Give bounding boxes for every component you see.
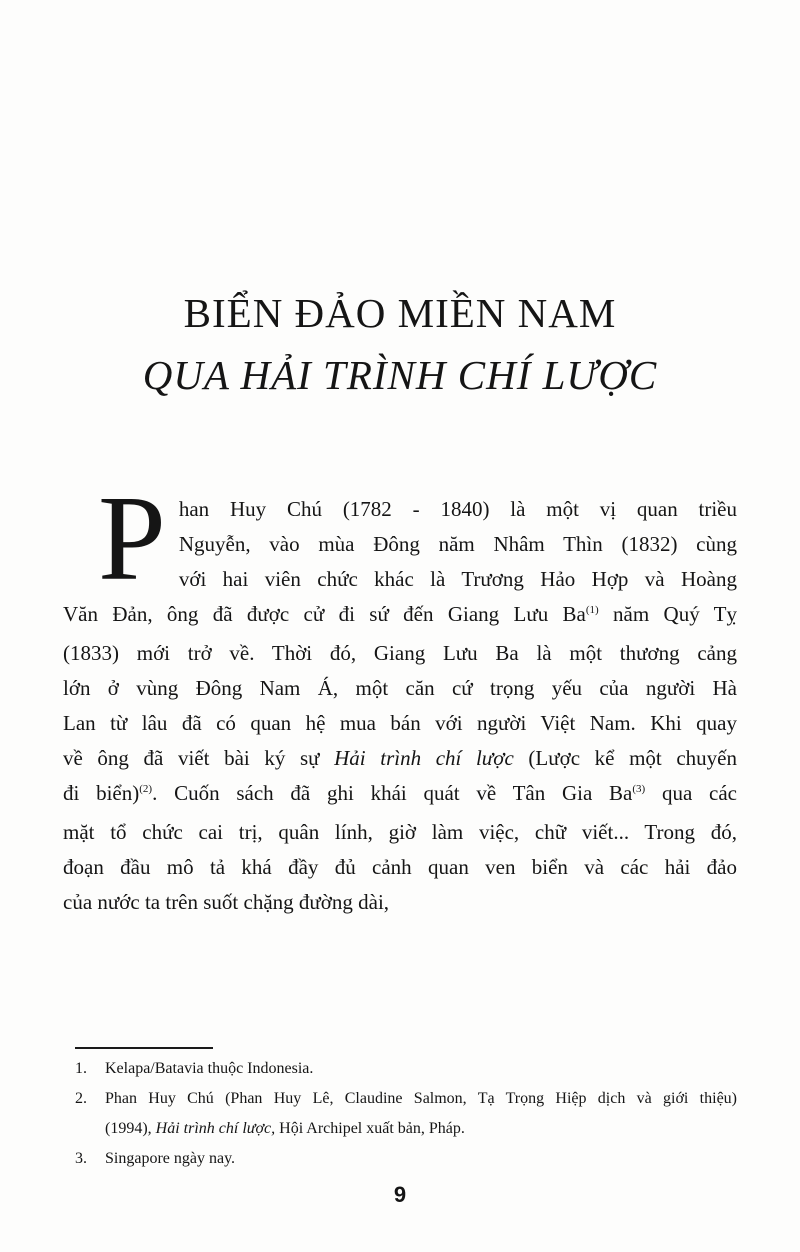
footnote-row	[63, 1114, 737, 1144]
text-line	[63, 597, 737, 636]
text-segment: của nước ta trên suốt chặng đường dài,	[63, 890, 390, 914]
text-line	[63, 671, 737, 706]
footnotes-section	[63, 1040, 737, 1174]
text-segment: với hai viên chức khác là Trương Hảo Hợp và Hoàng	[178, 567, 737, 591]
footnote-reference: (3)	[632, 783, 646, 795]
text-segment: Văn Đản, ông đã được cử đi sứ đến Giang Lưu Ba	[63, 602, 586, 626]
text-segment: Kelapa/Batavia thuộc Indonesia.	[105, 1060, 314, 1077]
text-segment: Singapore ngày nay.	[105, 1150, 236, 1167]
footnote-number: 1.	[75, 1060, 87, 1077]
page-number: 9	[393, 1182, 407, 1207]
italic-text: Hải trình chí lược	[334, 746, 514, 770]
text-segment: Phan Huy Chú (Phan Huy Lê, Claudine Salmon, Tạ Trọng Hiệp dịch và giới thiệu)	[105, 1090, 737, 1107]
text-segment: Nguyễn, vào mùa Đông năm Nhâm Thìn (1832) cùng	[178, 532, 737, 556]
footnote-reference: (2)	[139, 783, 153, 795]
text-segment: lớn ở vùng Đông Nam Á, một căn cứ trọng yếu của người Hà	[63, 676, 737, 700]
text-segment: năm Quý Tỵ	[598, 602, 737, 626]
text-segment: (Lược kể một chuyến	[513, 746, 737, 770]
text-segment: qua các	[645, 781, 738, 805]
chapter-title	[0, 282, 800, 406]
text-segment: Hội Archipel xuất bản, Pháp.	[275, 1120, 465, 1137]
text-line	[63, 815, 737, 850]
text-segment: (1994),	[105, 1120, 156, 1137]
text-segment: mặt tổ chức cai trị, quân lính, giờ làm việc, chữ viết... Trong đó,	[63, 820, 737, 844]
text-segment: đi biển)	[63, 781, 140, 805]
chapter-title-line1: BIỂN ĐẢO MIỀN NAM	[183, 290, 617, 336]
text-line	[63, 850, 737, 885]
text-segment: han Huy Chú (1782 - 1840) là một vị quan triều	[178, 497, 737, 521]
text-segment: về ông đã viết bài ký sự	[63, 746, 335, 770]
text-line	[63, 885, 737, 920]
drop-cap: P	[98, 471, 166, 606]
footnote-separator-rule	[75, 1047, 213, 1049]
text-line	[63, 636, 737, 671]
footnote-row	[63, 1084, 737, 1114]
italic-text: Hải trình chí lược,	[155, 1120, 276, 1137]
text-line	[63, 741, 737, 776]
text-segment: Lan từ lâu đã có quan hệ mua bán với người Việt Nam. Khi quay	[63, 711, 737, 735]
chapter-title-line2: QUA HẢI TRÌNH CHÍ LƯỢC	[142, 352, 658, 398]
text-line	[63, 776, 737, 815]
footnote-number: 2.	[75, 1090, 87, 1107]
footnote-number: 3.	[75, 1150, 87, 1167]
footnote-row	[63, 1144, 737, 1174]
text-segment: đoạn đầu mô tả khá đầy đủ cảnh quan ven biển và các hải đảo	[63, 855, 737, 879]
footnote-row	[63, 1054, 737, 1084]
text-segment: . Cuốn sách đã ghi khái quát về Tân Gia Ba	[152, 781, 633, 805]
text-segment: (1833) mới trở về. Thời đó, Giang Lưu Ba là một thương cảng	[63, 641, 737, 665]
text-line	[63, 706, 737, 741]
footnote-reference: (1)	[585, 604, 599, 616]
body-paragraph	[63, 471, 738, 920]
